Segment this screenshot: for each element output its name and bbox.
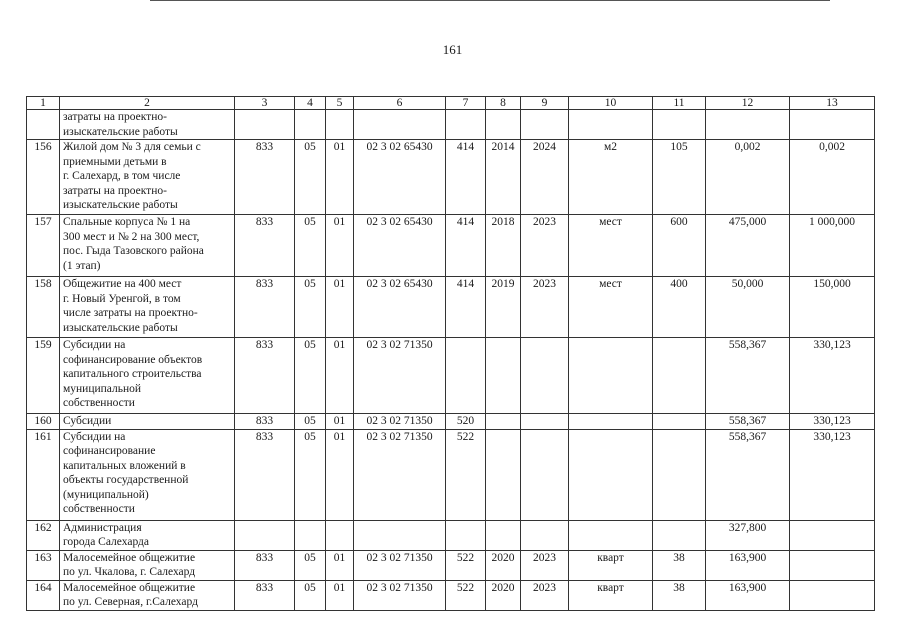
cell-c8: 2019 bbox=[486, 277, 521, 338]
cell-c8 bbox=[486, 414, 521, 430]
cell-c3: 833 bbox=[235, 550, 295, 580]
cell-c4: 05 bbox=[295, 414, 326, 430]
cell-c4: 05 bbox=[295, 338, 326, 414]
cell-c5: 01 bbox=[326, 277, 354, 338]
cell-c12: 558,367 bbox=[706, 414, 790, 430]
cell-c13 bbox=[790, 550, 875, 580]
column-header: 9 bbox=[521, 97, 569, 110]
cell-c5: 01 bbox=[326, 140, 354, 215]
cell-c9 bbox=[521, 520, 569, 550]
cell-c10 bbox=[569, 338, 653, 414]
cell-c10: кварт bbox=[569, 550, 653, 580]
cell-c3: 833 bbox=[235, 140, 295, 215]
cell-c6: 02 3 02 71350 bbox=[354, 580, 446, 610]
cell-c8: 2020 bbox=[486, 550, 521, 580]
cell-name: Субсидии на софинансирование объектов капитального строительства муниципальной собственности bbox=[60, 338, 235, 414]
cell-c6: 02 3 02 65430 bbox=[354, 215, 446, 277]
cell-num: 160 bbox=[27, 414, 60, 430]
cell-c12: 0,002 bbox=[706, 140, 790, 215]
cell-num: 159 bbox=[27, 338, 60, 414]
cell-c12: 327,800 bbox=[706, 520, 790, 550]
cell-c3: 833 bbox=[235, 338, 295, 414]
column-header: 12 bbox=[706, 97, 790, 110]
table-row bbox=[27, 215, 875, 277]
cell-num: 162 bbox=[27, 520, 60, 550]
cell-c7: 414 bbox=[446, 277, 486, 338]
cell-c9: 2023 bbox=[521, 550, 569, 580]
cell-c6: 02 3 02 71350 bbox=[354, 550, 446, 580]
cell-c13 bbox=[790, 520, 875, 550]
table-row bbox=[27, 550, 875, 580]
cell-c13: 330,123 bbox=[790, 429, 875, 520]
cell-num bbox=[27, 110, 60, 140]
cell-c3: 833 bbox=[235, 277, 295, 338]
cell-name: Общежитие на 400 мест г. Новый Уренгой, в том числе затраты на проектно- изыскательские работы bbox=[60, 277, 235, 338]
cell-c11 bbox=[653, 414, 706, 430]
cell-c6 bbox=[354, 520, 446, 550]
cell-c12: 558,367 bbox=[706, 429, 790, 520]
cell-num: 156 bbox=[27, 140, 60, 215]
cell-c8: 2018 bbox=[486, 215, 521, 277]
cell-c9 bbox=[521, 429, 569, 520]
table-row bbox=[27, 414, 875, 430]
cell-c10 bbox=[569, 429, 653, 520]
cell-name: Малосемейное общежитие по ул. Чкалова, г. Салехард bbox=[60, 550, 235, 580]
cell-c13: 330,123 bbox=[790, 338, 875, 414]
cell-c10 bbox=[569, 414, 653, 430]
cell-name: затраты на проектно- изыскательские работы bbox=[60, 110, 235, 140]
cell-c7: 522 bbox=[446, 429, 486, 520]
cell-c3: 833 bbox=[235, 414, 295, 430]
cell-c5 bbox=[326, 520, 354, 550]
cell-c5: 01 bbox=[326, 215, 354, 277]
budget-table bbox=[26, 96, 875, 611]
cell-c11: 600 bbox=[653, 215, 706, 277]
cell-c3: 833 bbox=[235, 215, 295, 277]
cell-c13: 1 000,000 bbox=[790, 215, 875, 277]
top-rule bbox=[150, 0, 830, 1]
cell-c7 bbox=[446, 338, 486, 414]
column-header: 3 bbox=[235, 97, 295, 110]
cell-c5: 01 bbox=[326, 414, 354, 430]
cell-c4: 05 bbox=[295, 140, 326, 215]
column-header: 2 bbox=[60, 97, 235, 110]
table-row bbox=[27, 580, 875, 610]
cell-c9: 2023 bbox=[521, 277, 569, 338]
cell-c10: мест bbox=[569, 277, 653, 338]
column-header: 10 bbox=[569, 97, 653, 110]
cell-c7: 414 bbox=[446, 140, 486, 215]
table-row bbox=[27, 429, 875, 520]
cell-c7: 520 bbox=[446, 414, 486, 430]
cell-c6: 02 3 02 71350 bbox=[354, 414, 446, 430]
cell-c11: 105 bbox=[653, 140, 706, 215]
cell-name: Администрация города Салехарда bbox=[60, 520, 235, 550]
cell-c11: 38 bbox=[653, 550, 706, 580]
cell-c9 bbox=[521, 414, 569, 430]
table-row bbox=[27, 277, 875, 338]
cell-c3: 833 bbox=[235, 580, 295, 610]
cell-c11: 400 bbox=[653, 277, 706, 338]
column-header: 1 bbox=[27, 97, 60, 110]
table-row bbox=[27, 338, 875, 414]
cell-c12: 163,900 bbox=[706, 580, 790, 610]
cell-c11 bbox=[653, 338, 706, 414]
cell-c6: 02 3 02 71350 bbox=[354, 338, 446, 414]
cell-c11: 38 bbox=[653, 580, 706, 610]
cell-c13: 330,123 bbox=[790, 414, 875, 430]
cell-c10: мест bbox=[569, 215, 653, 277]
cell-c5: 01 bbox=[326, 550, 354, 580]
column-header: 11 bbox=[653, 97, 706, 110]
cell-num: 158 bbox=[27, 277, 60, 338]
cell-c13: 0,002 bbox=[790, 140, 875, 215]
cell-num: 161 bbox=[27, 429, 60, 520]
cell-c6: 02 3 02 65430 bbox=[354, 140, 446, 215]
cell-name: Субсидии на софинансирование капитальных вложений в объекты государственной (муниципальной) собственности bbox=[60, 429, 235, 520]
cell-name: Жилой дом № 3 для семьи с приемными детьми в г. Салехард, в том числе затраты на проектно- изыскательские работы bbox=[60, 140, 235, 215]
cell-c9: 2023 bbox=[521, 580, 569, 610]
cell-c13 bbox=[790, 580, 875, 610]
cell-c8 bbox=[486, 520, 521, 550]
cell-c10 bbox=[569, 520, 653, 550]
cell-c13: 150,000 bbox=[790, 277, 875, 338]
cell-num: 164 bbox=[27, 580, 60, 610]
cell-name: Субсидии bbox=[60, 414, 235, 430]
table-row bbox=[27, 520, 875, 550]
cell-c11 bbox=[653, 520, 706, 550]
cell-c4: 05 bbox=[295, 215, 326, 277]
cell-c4: 05 bbox=[295, 550, 326, 580]
column-header: 8 bbox=[486, 97, 521, 110]
cell-c4 bbox=[295, 520, 326, 550]
cell-c6: 02 3 02 65430 bbox=[354, 277, 446, 338]
cell-c12: 163,900 bbox=[706, 550, 790, 580]
cell-c7 bbox=[446, 520, 486, 550]
header-row bbox=[27, 97, 875, 110]
cell-c7: 414 bbox=[446, 215, 486, 277]
column-header: 5 bbox=[326, 97, 354, 110]
cell-c7: 522 bbox=[446, 580, 486, 610]
cell-c5: 01 bbox=[326, 429, 354, 520]
cell-name: Спальные корпуса № 1 на 300 мест и № 2 на 300 мест, пос. Гыда Тазовского района (1 этап) bbox=[60, 215, 235, 277]
cell-c4: 05 bbox=[295, 580, 326, 610]
cell-c5: 01 bbox=[326, 338, 354, 414]
cell-num: 157 bbox=[27, 215, 60, 277]
cell-c8: 2020 bbox=[486, 580, 521, 610]
table-row bbox=[27, 140, 875, 215]
cell-c9: 2023 bbox=[521, 215, 569, 277]
column-header: 4 bbox=[295, 97, 326, 110]
cell-c10: м2 bbox=[569, 140, 653, 215]
cell-c7: 522 bbox=[446, 550, 486, 580]
cell-name: Малосемейное общежитие по ул. Северная, г.Салехард bbox=[60, 580, 235, 610]
column-header: 6 bbox=[354, 97, 446, 110]
cell-c12: 558,367 bbox=[706, 338, 790, 414]
column-header: 7 bbox=[446, 97, 486, 110]
cell-c11 bbox=[653, 429, 706, 520]
cell-c8: 2014 bbox=[486, 140, 521, 215]
cell-c9: 2024 bbox=[521, 140, 569, 215]
cell-c4: 05 bbox=[295, 429, 326, 520]
cell-c10: кварт bbox=[569, 580, 653, 610]
cell-c9 bbox=[521, 338, 569, 414]
cell-c8 bbox=[486, 429, 521, 520]
cell-c12: 475,000 bbox=[706, 215, 790, 277]
cell-c3: 833 bbox=[235, 429, 295, 520]
cell-c12: 50,000 bbox=[706, 277, 790, 338]
continuation-row bbox=[27, 110, 875, 140]
cell-c6: 02 3 02 71350 bbox=[354, 429, 446, 520]
page-number: 161 bbox=[442, 42, 463, 57]
cell-c5: 01 bbox=[326, 580, 354, 610]
cell-c4: 05 bbox=[295, 277, 326, 338]
cell-c3 bbox=[235, 520, 295, 550]
column-header: 13 bbox=[790, 97, 875, 110]
cell-num: 163 bbox=[27, 550, 60, 580]
cell-c8 bbox=[486, 338, 521, 414]
